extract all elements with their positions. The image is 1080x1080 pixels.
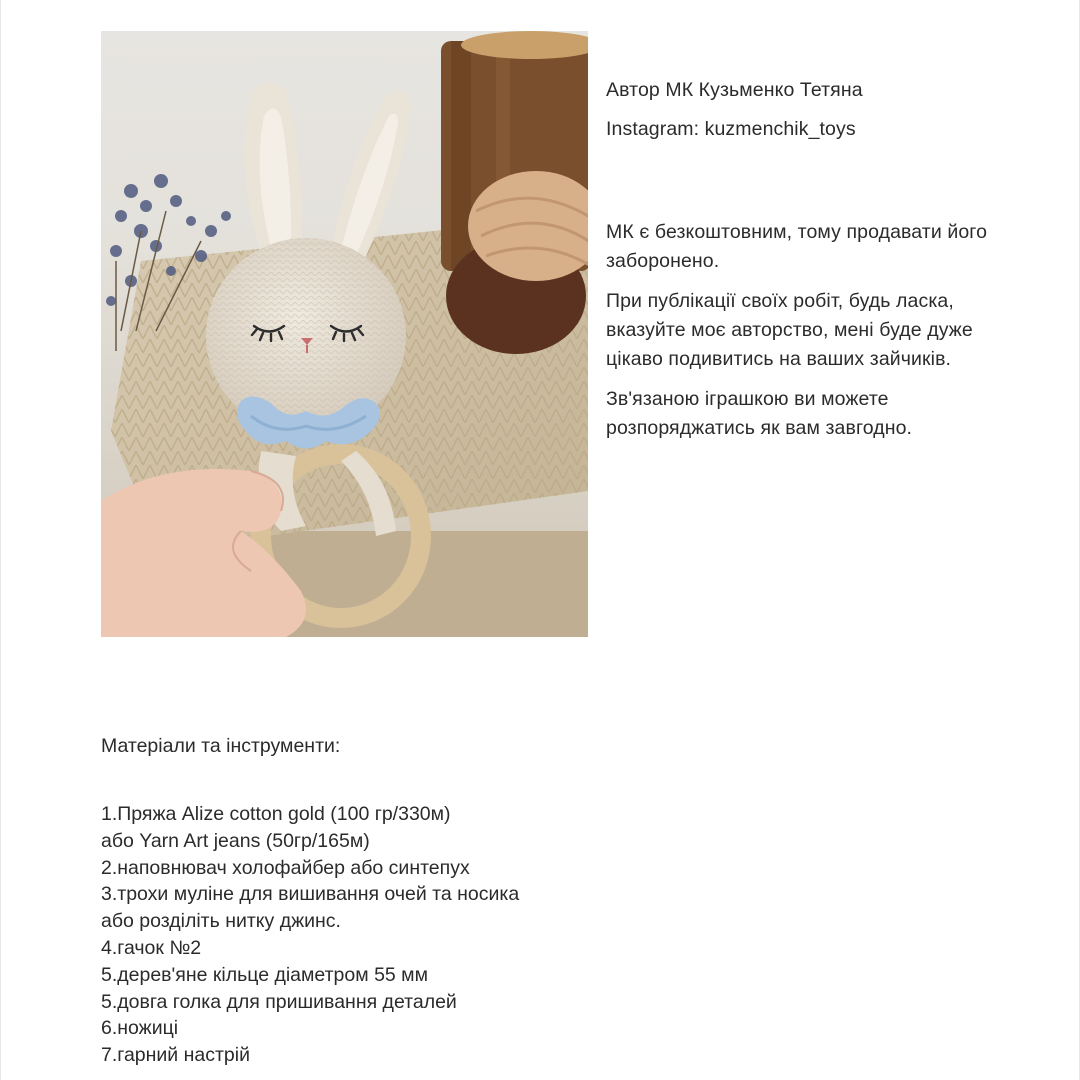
list-item: або розділіть нитку джинс. [101, 910, 341, 933]
list-item: 1.Пряжа Alize cotton gold (100 гр/330м) [101, 803, 451, 825]
product-photo [101, 31, 588, 637]
list-item: 3.трохи муліне для вишивання очей та носика [101, 883, 520, 906]
author-info [606, 76, 1006, 454]
materials-heading: Матеріали та інструменти: [101, 735, 341, 757]
author-name: Автор МК Кузьменко Тетяна [606, 79, 863, 101]
credit-request: При публікації своїх робіт, будь ласка, вказуйте моє авторство, мені буде дуже цікаво подивитись на ваших зайчиків. [606, 290, 973, 370]
materials-list [101, 801, 701, 1069]
instagram-handle: Instagram: kuzmenchik_toys [606, 118, 856, 140]
list-item: 5.довга голка для пришивання деталей [101, 990, 457, 1013]
list-item: 5.дерев'яне кільце діаметром 55 мм [101, 963, 428, 986]
list-item: 4.гачок №2 [101, 936, 202, 959]
usage-permission: Зв'язаною іграшкою ви можете розпоряджатись як вам завгодно. [606, 388, 913, 439]
list-item: 7.гарний настрій [101, 1044, 250, 1067]
free-notice: МК є безкоштовним, тому продавати його заборонено. [606, 221, 988, 272]
list-item: 6.ножиці [101, 1017, 179, 1040]
bunny-rattle-illustration [101, 31, 588, 637]
list-item: 2.наповнювач холофайбер або синтепух [101, 856, 470, 879]
list-item: або Yarn Art jeans (50гр/165м) [101, 829, 370, 852]
